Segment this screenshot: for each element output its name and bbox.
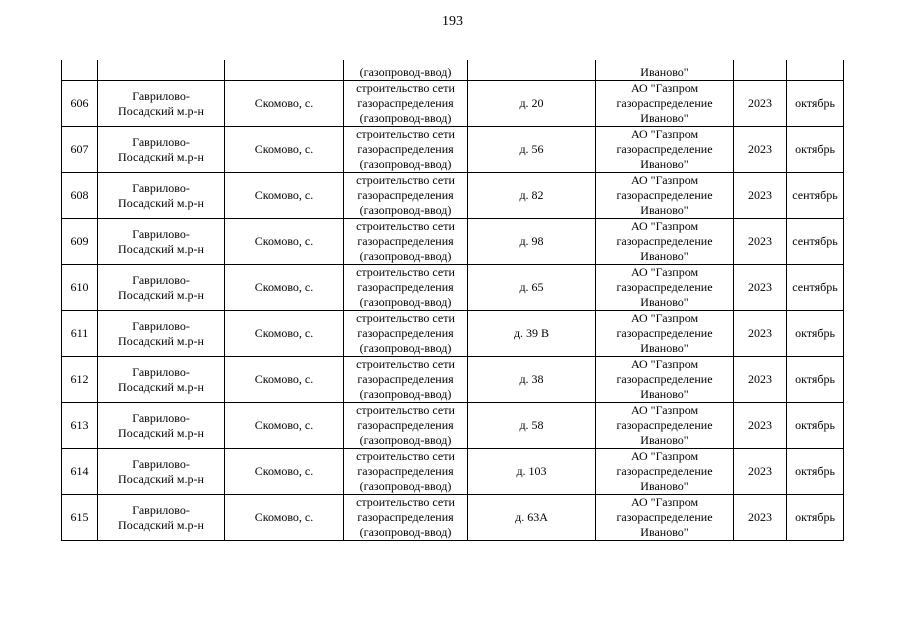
cell-work: строительство сети газораспределения (газопровод-ввод) [344,357,468,403]
cell-year: 2023 [734,495,787,541]
cell-settlement: Скомово, с. [225,127,344,173]
cell-num: 607 [62,127,98,173]
gasification-table [61,60,844,541]
cell-work: строительство сети газораспределения (газопровод-ввод) [344,265,468,311]
cell-settlement: Скомово, с. [225,173,344,219]
cell-district: Гаврилово- Посадский м.р-н [98,311,225,357]
cell-num: 612 [62,357,98,403]
cell-num: 606 [62,81,98,127]
cell-district: Гаврилово- Посадский м.р-н [98,449,225,495]
table-row [62,173,844,219]
cell-house: д. 63А [468,495,596,541]
cell-house: д. 65 [468,265,596,311]
cell-work: строительство сети газораспределения (газопровод-ввод) [344,173,468,219]
cell-month: сентябрь [787,265,844,311]
cell-work: строительство сети газораспределения (газопровод-ввод) [344,495,468,541]
cell-house: д. 82 [468,173,596,219]
cell-work: строительство сети газораспределения (газопровод-ввод) [344,449,468,495]
cell-settlement: Скомово, с. [225,311,344,357]
cell-work: (газопровод-ввод) [344,60,468,81]
cell-district: Гаврилово- Посадский м.р-н [98,495,225,541]
cell-month: октябрь [787,311,844,357]
cell-settlement: Скомово, с. [225,219,344,265]
cell-organization: АО "Газпром газораспределение Иваново" [596,127,734,173]
cell-work: строительство сети газораспределения (газопровод-ввод) [344,81,468,127]
cell-month: сентябрь [787,173,844,219]
cell-work: строительство сети газораспределения (газопровод-ввод) [344,311,468,357]
cell-settlement [225,60,344,81]
page-number: 193 [442,14,463,29]
cell-house: д. 20 [468,81,596,127]
cell-month: сентябрь [787,219,844,265]
cell-settlement: Скомово, с. [225,449,344,495]
cell-organization: АО "Газпром газораспределение Иваново" [596,81,734,127]
cell-num: 609 [62,219,98,265]
cell-organization: АО "Газпром газораспределение Иваново" [596,357,734,403]
cell-month: октябрь [787,357,844,403]
cell-num: 610 [62,265,98,311]
cell-settlement: Скомово, с. [225,403,344,449]
cell-district: Гаврилово- Посадский м.р-н [98,357,225,403]
table-row [62,449,844,495]
cell-num: 613 [62,403,98,449]
cell-house [468,60,596,81]
cell-month: октябрь [787,449,844,495]
cell-district: Гаврилово- Посадский м.р-н [98,265,225,311]
cell-organization: АО "Газпром газораспределение Иваново" [596,311,734,357]
cell-month: октябрь [787,495,844,541]
cell-house: д. 56 [468,127,596,173]
cell-district: Гаврилово- Посадский м.р-н [98,81,225,127]
cell-organization: АО "Газпром газораспределение Иваново" [596,265,734,311]
cell-settlement: Скомово, с. [225,265,344,311]
cell-organization: АО "Газпром газораспределение Иваново" [596,449,734,495]
cell-year: 2023 [734,127,787,173]
cell-settlement: Скомово, с. [225,81,344,127]
cell-house: д. 58 [468,403,596,449]
cell-settlement: Скомово, с. [225,357,344,403]
cell-work: строительство сети газораспределения (газопровод-ввод) [344,219,468,265]
cell-house: д. 38 [468,357,596,403]
cell-year: 2023 [734,449,787,495]
cell-house: д. 98 [468,219,596,265]
cell-district [98,60,225,81]
cell-settlement: Скомово, с. [225,495,344,541]
cell-organization: Иваново" [596,60,734,81]
cell-district: Гаврилово- Посадский м.р-н [98,127,225,173]
table-row [62,311,844,357]
table-row [62,265,844,311]
cell-house: д. 103 [468,449,596,495]
cell-district: Гаврилово- Посадский м.р-н [98,403,225,449]
cell-year: 2023 [734,173,787,219]
cell-work: строительство сети газораспределения (газопровод-ввод) [344,403,468,449]
cell-house: д. 39 В [468,311,596,357]
cell-district: Гаврилово- Посадский м.р-н [98,173,225,219]
cell-year: 2023 [734,357,787,403]
cell-num: 614 [62,449,98,495]
cell-year: 2023 [734,265,787,311]
table-row [62,495,844,541]
cell-num: 615 [62,495,98,541]
cell-month [787,60,844,81]
table-row [62,127,844,173]
table-row [62,219,844,265]
cell-num: 611 [62,311,98,357]
cell-year [734,60,787,81]
cell-work: строительство сети газораспределения (газопровод-ввод) [344,127,468,173]
table-row [62,357,844,403]
cell-year: 2023 [734,311,787,357]
cell-organization: АО "Газпром газораспределение Иваново" [596,219,734,265]
cell-year: 2023 [734,403,787,449]
cell-district: Гаврилово- Посадский м.р-н [98,219,225,265]
cell-organization: АО "Газпром газораспределение Иваново" [596,495,734,541]
cell-organization: АО "Газпром газораспределение Иваново" [596,403,734,449]
cell-organization: АО "Газпром газораспределение Иваново" [596,173,734,219]
cell-month: октябрь [787,127,844,173]
cell-num [62,60,98,81]
table-row [62,81,844,127]
table-row [62,403,844,449]
cell-month: октябрь [787,403,844,449]
cell-year: 2023 [734,81,787,127]
continued-row [62,60,844,81]
cell-month: октябрь [787,81,844,127]
cell-year: 2023 [734,219,787,265]
cell-num: 608 [62,173,98,219]
